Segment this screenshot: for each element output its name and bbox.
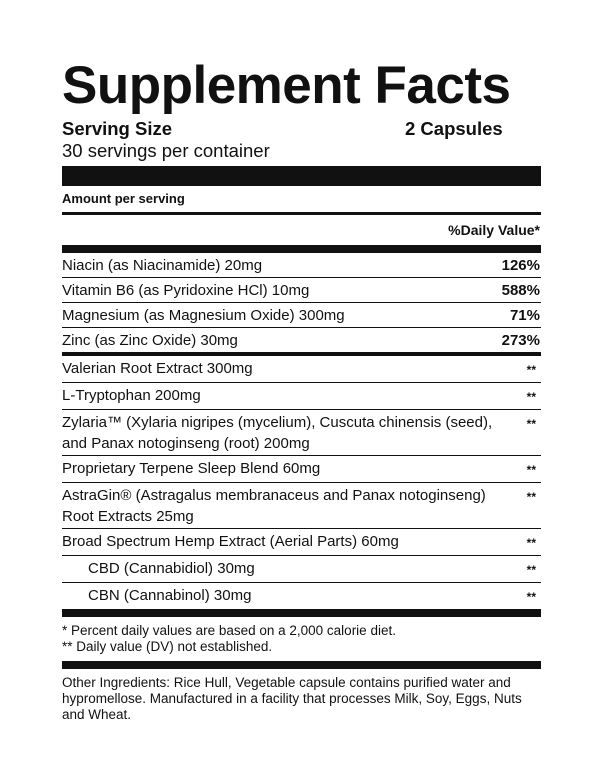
footnote-percent: * Percent daily values are based on a 2,000 calorie diet. <box>62 623 396 638</box>
ingredient-daily-value: 588% <box>501 282 540 299</box>
ingredient-daily-value: 126% <box>501 257 540 274</box>
ingredient-row <box>62 410 541 455</box>
ingredient-row <box>62 456 541 482</box>
ingredient-name: Zinc (as Zinc Oxide) 30mg <box>62 332 238 349</box>
ingredient-row <box>62 383 541 409</box>
ingredient-name: Valerian Root Extract 300mg <box>62 360 253 377</box>
ingredient-name: Magnesium (as Magnesium Oxide) 300mg <box>62 307 345 324</box>
ingredient-row <box>62 583 541 609</box>
ingredient-daily-value: ** <box>526 563 536 577</box>
ingredient-row <box>62 328 541 352</box>
ingredient-daily-value: ** <box>526 463 536 477</box>
ingredient-row <box>62 356 541 382</box>
other-ingredients: Other Ingredients: Rice Hull, Vegetable capsule contains purified water and hypromellose. Manufactured in a facility that processes Milk, Soy, Eggs, Nuts and Wheat. <box>62 675 522 722</box>
ingredient-name: Proprietary Terpene Sleep Blend 60mg <box>62 460 321 477</box>
daily-value-header: %Daily Value* <box>448 222 540 238</box>
serving-size-label: Serving Size <box>62 118 173 139</box>
ingredient-daily-value: ** <box>526 490 536 504</box>
thick-divider <box>62 609 541 617</box>
thick-divider <box>62 245 541 253</box>
ingredient-name: CBN (Cannabinol) 30mg <box>88 587 252 604</box>
ingredient-name: CBD (Cannabidiol) 30mg <box>88 560 255 577</box>
footnote-dv: ** Daily value (DV) not established. <box>62 639 273 654</box>
footnotes <box>62 617 541 661</box>
ingredient-name: Vitamin B6 (as Pyridoxine HCl) 10mg <box>62 282 310 299</box>
supplement-facts-panel <box>62 56 541 723</box>
thick-divider <box>62 166 541 186</box>
ingredient-daily-value: ** <box>526 363 536 377</box>
ingredient-list <box>62 356 541 555</box>
sub-ingredient-list <box>62 555 541 609</box>
servings-per-container: 30 servings per container <box>62 140 270 161</box>
ingredient-row <box>62 556 541 582</box>
ingredient-daily-value: ** <box>526 536 536 550</box>
serving-size-row <box>62 118 541 140</box>
ingredient-daily-value: ** <box>526 590 536 604</box>
ingredient-daily-value: 273% <box>501 332 540 349</box>
thick-divider <box>62 661 541 669</box>
ingredient-row <box>62 303 541 327</box>
ingredient-daily-value: 71% <box>509 307 540 324</box>
ingredient-name: Zylaria™ (Xylaria nigripes (mycelium), Cuscuta chinensis (seed), and Panax notoginseng (root) 200mg <box>62 414 493 452</box>
ingredient-name: AstraGin® (Astragalus membranaceus and Panax notoginseng) Root Extracts 25mg <box>62 487 486 525</box>
ingredient-name: L-Tryptophan 200mg <box>62 387 201 404</box>
ingredient-name: Niacin (as Niacinamide) 20mg <box>62 257 263 274</box>
serving-size-value: 2 Capsules <box>405 118 503 139</box>
amount-per-serving-label: Amount per serving <box>62 191 185 206</box>
ingredient-row <box>62 253 541 277</box>
panel-title: Supplement Facts <box>62 56 511 115</box>
vitamin-list <box>62 253 541 352</box>
ingredient-daily-value: ** <box>526 417 536 431</box>
ingredient-row <box>62 529 541 555</box>
ingredient-name: Broad Spectrum Hemp Extract (Aerial Parts) 60mg <box>62 533 399 550</box>
ingredient-row <box>62 278 541 302</box>
ingredient-daily-value: ** <box>526 390 536 404</box>
ingredient-row <box>62 483 541 528</box>
